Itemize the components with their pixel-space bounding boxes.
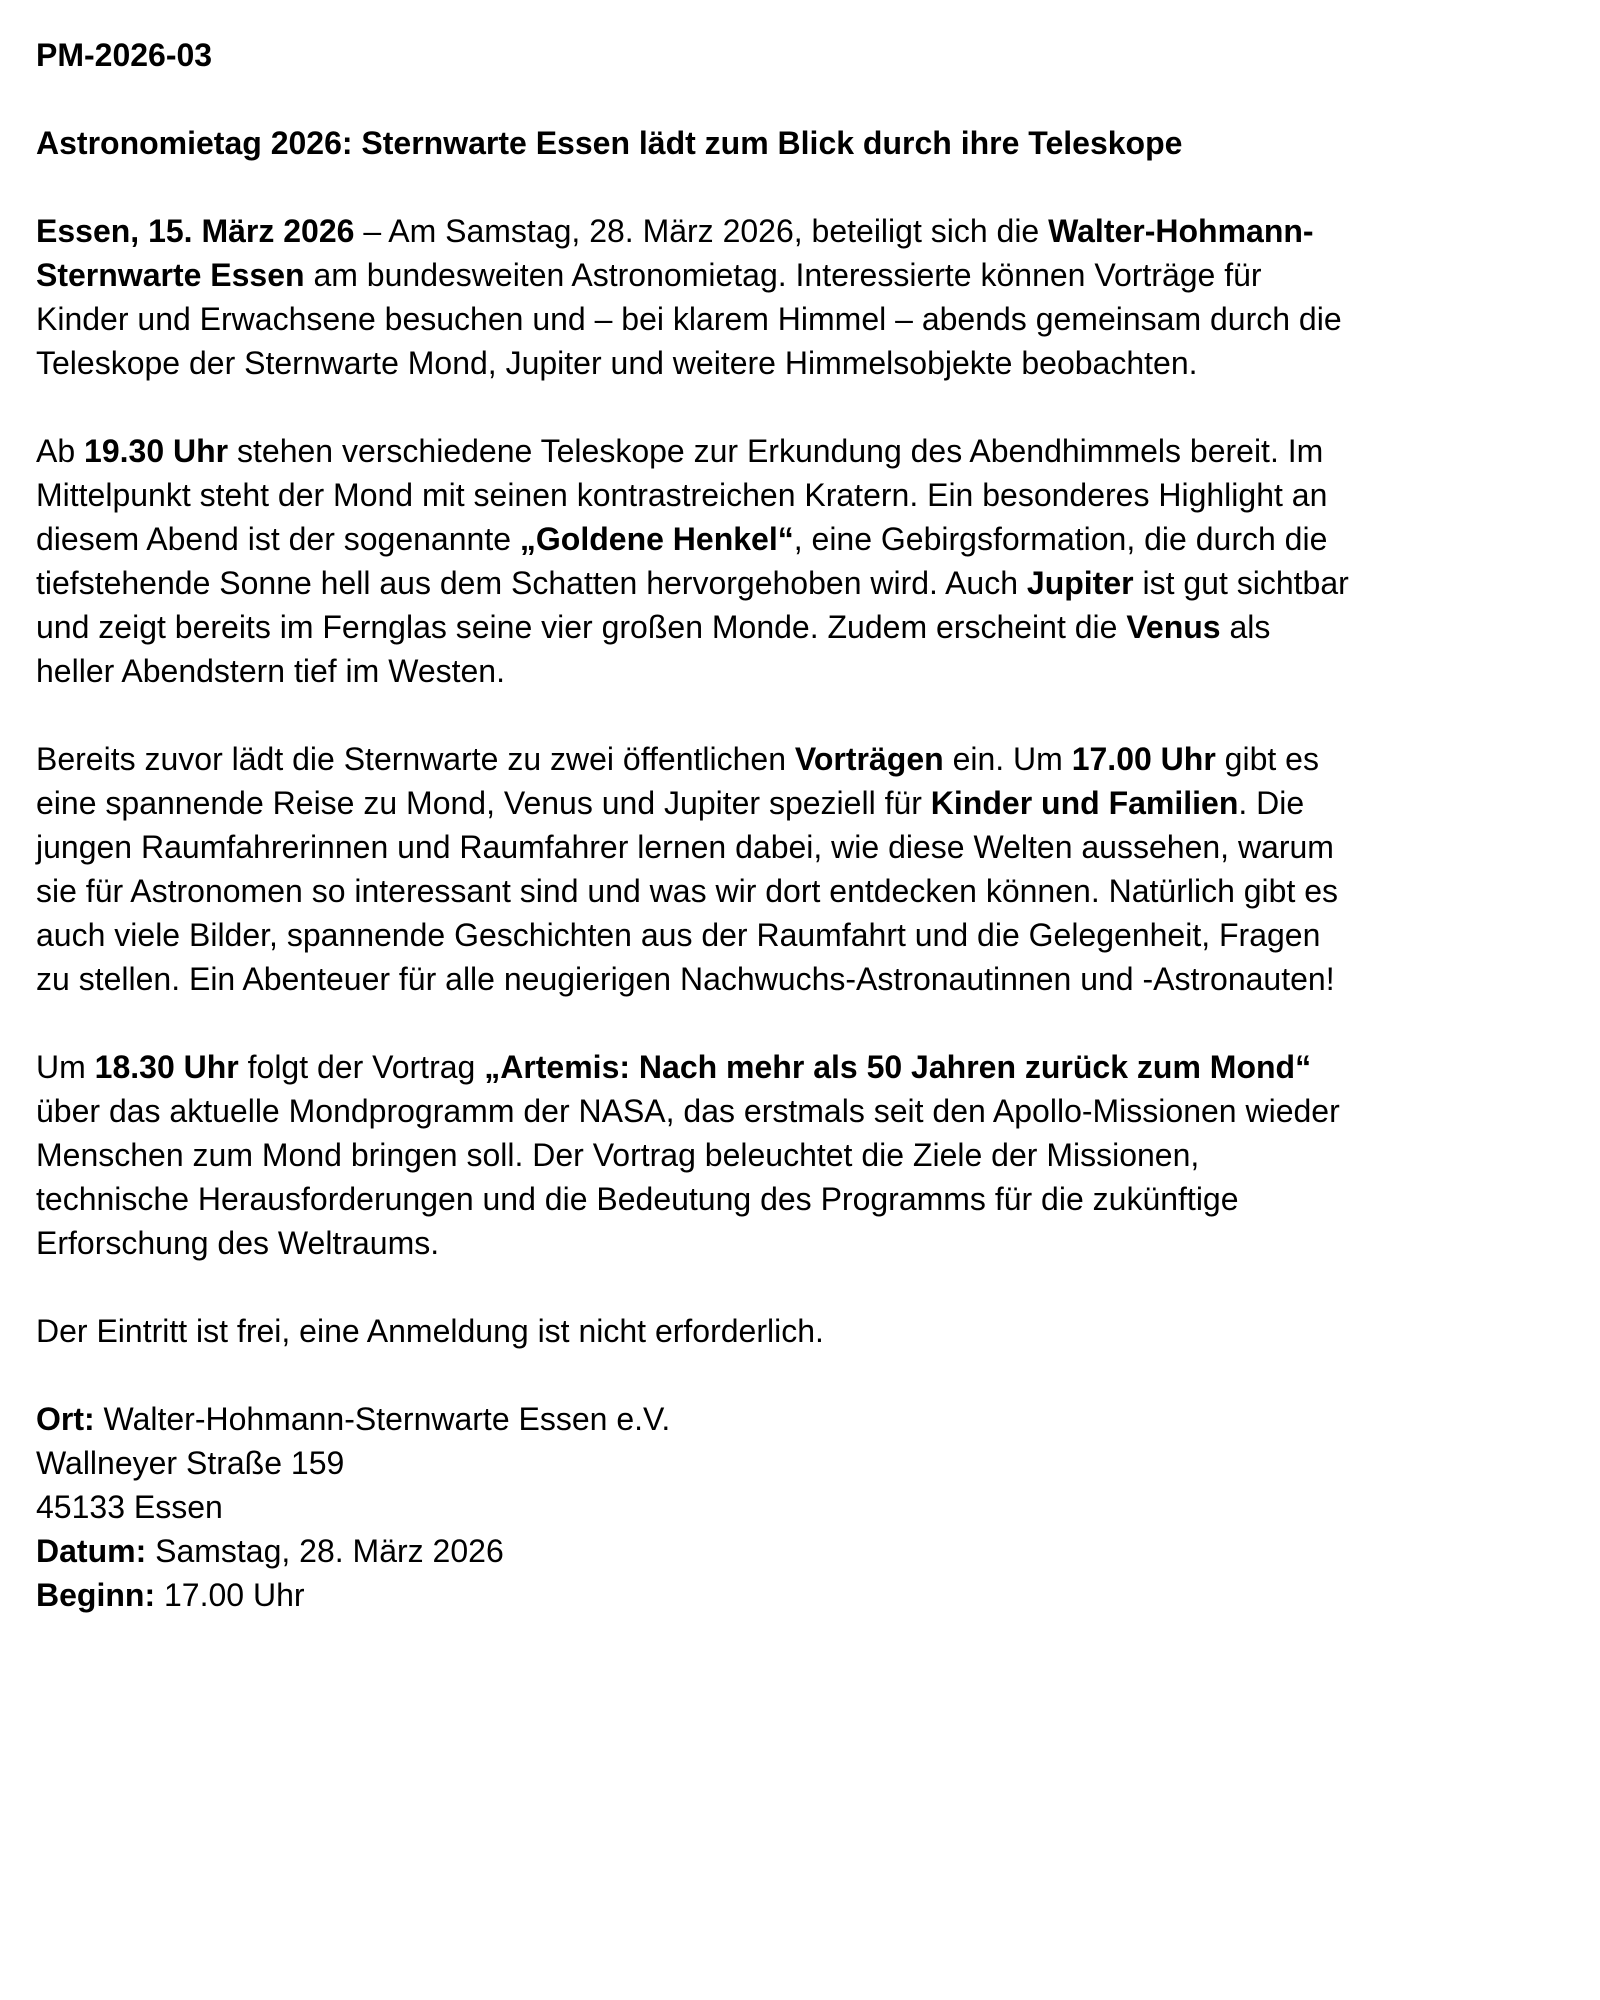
text-run: Mittelpunkt steht der Mond mit seinen kontrastreichen Kratern. Ein besonderes Highlight an [36,477,1328,513]
bold-text-run: Venus [1126,609,1221,645]
bold-text-run: Vorträgen [794,741,944,777]
text-line [36,1221,1560,1265]
text-run: heller Abendstern tief im Westen. [36,653,505,689]
text-run: eine spannende Reise zu Mond, Venus und Jupiter speziell für [36,785,931,821]
text-run: Bereits zuvor lädt die Sternwarte zu zwei öffentlichen [36,741,795,777]
text-run: . Die [1238,785,1305,821]
text-line [36,1573,1560,1617]
text-run: als [1220,609,1271,645]
bold-text-run: Ort: [36,1401,95,1437]
text-run: , eine Gebirgsformation, die durch die [793,521,1328,557]
text-run: – Am Samstag, 28. März 2026, beteiligt sich die [354,213,1049,249]
press-release-title: Astronomietag 2026: Sternwarte Essen lädt zum Blick durch ihre Teleskope [36,125,1183,161]
text-run: stehen verschiedene Teleskope zur Erkundung des Abendhimmels bereit. Im [228,433,1324,469]
text-line [36,825,1560,869]
text-run: Teleskope der Sternwarte Mond, Jupiter und weitere Himmelsobjekte beobachten. [36,345,1198,381]
text-line [36,913,1560,957]
paragraphs [36,209,1560,1617]
bold-text-run: Jupiter [1026,565,1134,601]
text-run: Der Eintritt ist frei, eine Anmeldung ist nicht erforderlich. [36,1313,824,1349]
bold-text-run: Beginn: [36,1577,156,1613]
text-line [36,1133,1560,1177]
text-run: zu stellen. Ein Abenteuer für alle neugierigen Nachwuchs-Astronautinnen und -Astronauten! [36,961,1335,997]
text-line [36,341,1560,385]
text-line [36,517,1560,561]
text-run: jungen Raumfahrerinnen und Raumfahrer lernen dabei, wie diese Welten aussehen, warum [36,829,1334,865]
text-run: Wallneyer Straße 159 [36,1445,345,1481]
text-line [36,1177,1560,1221]
bold-text-run: 19.30 Uhr [84,433,229,469]
text-run: auch viele Bilder, spannende Geschichten aus der Raumfahrt und die Gelegenheit, Fragen [36,917,1321,953]
bold-text-run: „Goldene Henkel“ [519,521,794,557]
bold-text-run: Datum: [36,1533,147,1569]
text-line [36,605,1560,649]
text-run: Ab [36,433,85,469]
text-run: Kinder und Erwachsene besuchen und – bei klarem Himmel – abends gemeinsam durch die [36,301,1342,337]
bold-text-run: 18.30 Uhr [94,1049,239,1085]
text-line [36,737,1560,781]
text-run: 17.00 Uhr [155,1577,305,1613]
text-run: technische Herausforderungen und die Bedeutung des Programms für die zukünftige [36,1181,1239,1217]
text-run: Menschen zum Mond bringen soll. Der Vortrag beleuchtet die Ziele der Missionen, [36,1137,1200,1173]
text-line [36,1089,1560,1133]
text-line [36,957,1560,1001]
text-line [36,781,1560,825]
text-run: Samstag, 28. März 2026 [146,1533,504,1569]
text-line [36,1441,1560,1485]
bold-text-run: Sternwarte Essen [36,257,305,293]
text-line [36,297,1560,341]
text-run: sie für Astronomen so interessant sind und was wir dort entdecken können. Natürlich gibt es [36,873,1339,909]
text-run: gibt es [1215,741,1319,777]
bold-text-run: „Artemis: Nach mehr als 50 Jahren zurück zum Mond“ [484,1049,1312,1085]
bold-text-run: Kinder und Familien [930,785,1239,821]
text-run: ein. Um [943,741,1072,777]
text-line [36,869,1560,913]
text-line [36,1045,1560,1089]
text-run: ist gut sichtbar [1133,565,1349,601]
text-line [36,649,1560,693]
paragraph-artemis-talk [36,1045,1560,1265]
text-line [36,429,1560,473]
bold-text-run: Walter-Hohmann- [1048,213,1314,249]
text-line [36,473,1560,517]
paragraph-children-talk [36,737,1560,1001]
text-run: Erforschung des Weltraums. [36,1225,440,1261]
text-run: folgt der Vortrag [238,1049,485,1085]
bold-text-run: 17.00 Uhr [1071,741,1216,777]
text-line [36,1485,1560,1529]
paragraph-intro [36,209,1560,385]
text-line [36,1529,1560,1573]
text-run: tiefstehende Sonne hell aus dem Schatten hervorgehoben wird. Auch [36,565,1027,601]
press-release-reference: PM-2026-03 [36,37,213,73]
event-details-block [36,1397,1560,1617]
text-run: 45133 Essen [36,1489,223,1525]
bold-text-run: Essen, 15. März 2026 [36,213,355,249]
text-run: über das aktuelle Mondprogramm der NASA, das erstmals seit den Apollo-Missionen wieder [36,1093,1340,1129]
text-run: diesem Abend ist der sogenannte [36,521,520,557]
paragraph-admission [36,1309,1560,1353]
paragraph-evening-observation [36,429,1560,693]
text-run: Um [36,1049,95,1085]
text-line [36,253,1560,297]
text-line [36,1397,1560,1441]
text-line [36,561,1560,605]
text-run: Walter-Hohmann-Sternwarte Essen e.V. [94,1401,671,1437]
text-line [36,1309,1560,1353]
text-run: am bundesweiten Astronomietag. Interessierte können Vorträge für [304,257,1262,293]
text-line [36,209,1560,253]
text-run: und zeigt bereits im Fernglas seine vier großen Monde. Zudem erscheint die [36,609,1127,645]
